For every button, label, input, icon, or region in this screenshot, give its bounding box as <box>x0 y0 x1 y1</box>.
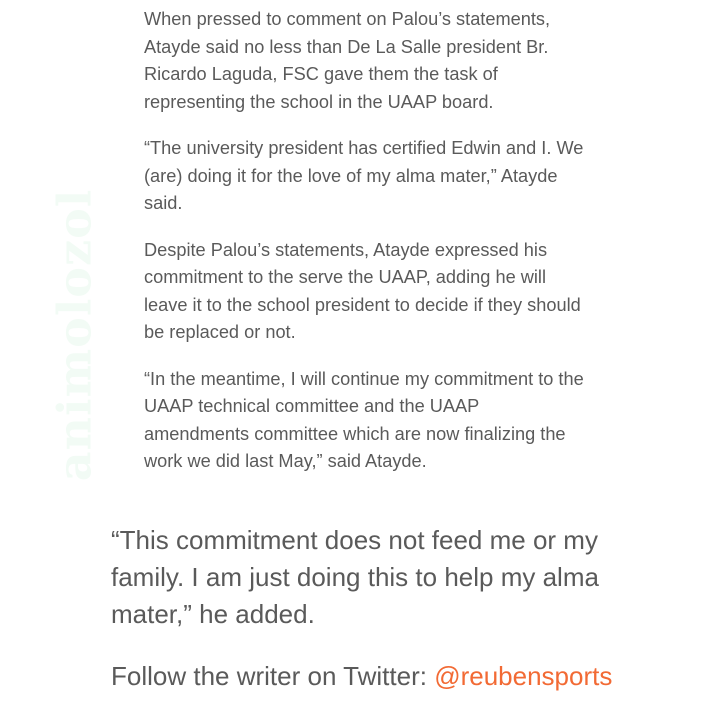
article-body <box>144 6 584 495</box>
paragraph-2: “The university president has certified Edwin and I. We (are) doing it for the love of my alma mater,” Atayde said. <box>144 138 584 213</box>
paragraph-4: “In the meantime, I will continue my commitment to the UAAP technical committee and the UAAP amendments committee which are now finalizing the work we did last May,” said Atayde. <box>144 368 584 471</box>
watermark-text: animolozol <box>47 188 102 482</box>
watermark <box>44 188 104 482</box>
follow-prefix: Follow the writer on Twitter: <box>111 661 435 691</box>
article-closing <box>111 522 671 695</box>
paragraph-1: When pressed to comment on Palou’s statements, Atayde said no less than De La Salle president Br. Ricardo Laguda, FSC gave them the task of representing the school in the UAAP board. <box>144 9 551 112</box>
twitter-handle-link[interactable]: @reubensports <box>434 661 613 691</box>
follow-line <box>111 658 671 695</box>
paragraph-3: Despite Palou’s statements, Atayde expressed his commitment to the serve the UAAP, adding he will leave it to the school president to decide if they should be replaced or not. <box>144 239 581 342</box>
closing-quote: “This commitment does not feed me or my family. I am just doing this to help my alma mater,” he added. <box>111 525 599 629</box>
